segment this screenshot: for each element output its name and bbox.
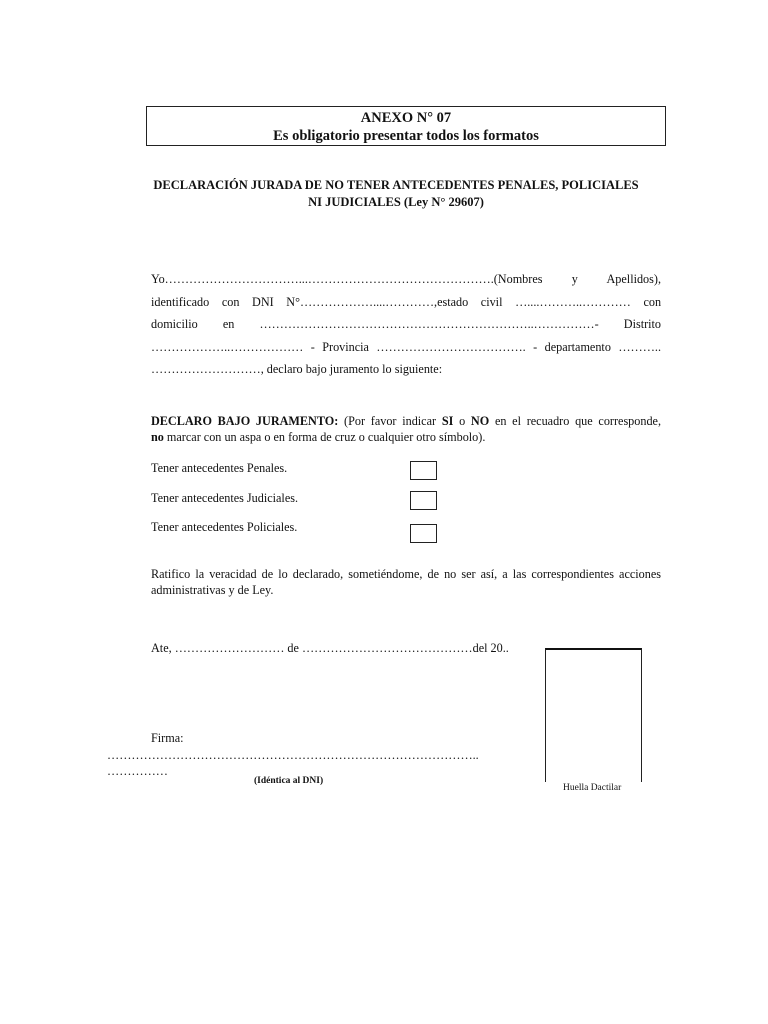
- intro-text: en: [222, 317, 235, 331]
- signature-caption: (Idéntica al DNI): [254, 776, 324, 786]
- intro-text: Apellidos),: [606, 272, 661, 286]
- declaration-text: o: [453, 414, 471, 428]
- declaration-line-2: [151, 430, 661, 446]
- intro-text: -: [533, 339, 538, 354]
- declaration-instructions: [151, 414, 661, 445]
- intro-district-field: ………………..………………: [151, 339, 304, 354]
- intro-paragraph: [151, 268, 661, 381]
- document-title: [146, 177, 646, 211]
- intro-line-1: [151, 268, 661, 291]
- intro-text: DNI: [252, 294, 274, 309]
- intro-name-field: Yo……………………………...……………………………………….(Nombres: [151, 272, 543, 286]
- intro-address-field: …………………………………………………………..……………-: [259, 317, 599, 331]
- intro-text: civil: [480, 294, 503, 309]
- intro-dni-field: N°………………....…………,estado: [286, 294, 469, 309]
- intro-line-4: [151, 336, 661, 359]
- judiciales-answer-box[interactable]: [410, 491, 437, 510]
- intro-text: identificado: [151, 294, 210, 309]
- ratification-paragraph: [151, 567, 661, 598]
- ratification-line-1: Ratifico la veracidad de lo declarado, sometiéndome, de no ser así, a las correspondientes acciones: [151, 567, 661, 581]
- intro-text: departamento: [544, 339, 611, 354]
- intro-text: con: [643, 294, 662, 309]
- declaration-lead: DECLARO BAJO JURAMENTO:: [151, 414, 339, 428]
- signature-dots-line-2: ……………: [107, 764, 168, 778]
- signature-dots-line: ………………………………………………………………………………..: [107, 748, 479, 762]
- date-line: Ate, ……………………… de ……………………………………del 20..: [151, 641, 509, 655]
- item-penales-label: Tener antecedentes Penales.: [151, 461, 288, 475]
- intro-line-2: [151, 291, 661, 314]
- intro-civil-status-field: …....………..…………: [515, 294, 631, 309]
- intro-text: Provincia: [322, 339, 369, 354]
- item-policiales-label: Tener antecedentes Policiales.: [151, 520, 298, 534]
- annex-header-box: [146, 106, 666, 146]
- declaration-line-1: [151, 414, 661, 430]
- document-title-line1: DECLARACIÓN JURADA DE NO TENER ANTECEDENTES PENALES, POLICIALES: [153, 178, 639, 192]
- declaration-text: en el recuadro que corresponde,: [489, 414, 662, 428]
- policiales-answer-box[interactable]: [410, 524, 437, 543]
- intro-province-field: ……………………………….: [376, 339, 526, 354]
- intro-line-5: ………………………, declaro bajo juramento lo siguiente:: [151, 362, 443, 376]
- penales-answer-box[interactable]: [410, 461, 437, 480]
- intro-text: Distrito: [623, 317, 662, 331]
- annex-subtitle: Es obligatorio presentar todos los formatos: [273, 128, 539, 144]
- document-title-line2: NI JUDICIALES (Ley N° 29607): [308, 195, 484, 209]
- intro-line-3: [151, 313, 661, 336]
- si-label: SI: [441, 414, 454, 428]
- ratification-line-2: administrativas y de Ley.: [151, 582, 274, 597]
- intro-text: -: [310, 339, 315, 354]
- annex-number: ANEXO N° 07: [360, 110, 452, 126]
- fingerprint-box[interactable]: [545, 648, 642, 782]
- intro-text: domicilio: [151, 317, 198, 331]
- intro-department-field: ………..: [618, 339, 661, 354]
- signature-label: Firma:: [151, 731, 184, 745]
- declaration-text: marcar con un aspa o en forma de cruz o cualquier otro símbolo).: [163, 429, 486, 444]
- item-judiciales-label: Tener antecedentes Judiciales.: [151, 491, 299, 505]
- declaration-text: (Por favor indicar: [338, 414, 442, 428]
- intro-text: y: [571, 272, 578, 286]
- no-emphasis: no: [151, 429, 164, 444]
- fingerprint-caption: Huella Dactilar: [563, 783, 622, 793]
- intro-text: con: [221, 294, 240, 309]
- no-label: NO: [470, 414, 490, 428]
